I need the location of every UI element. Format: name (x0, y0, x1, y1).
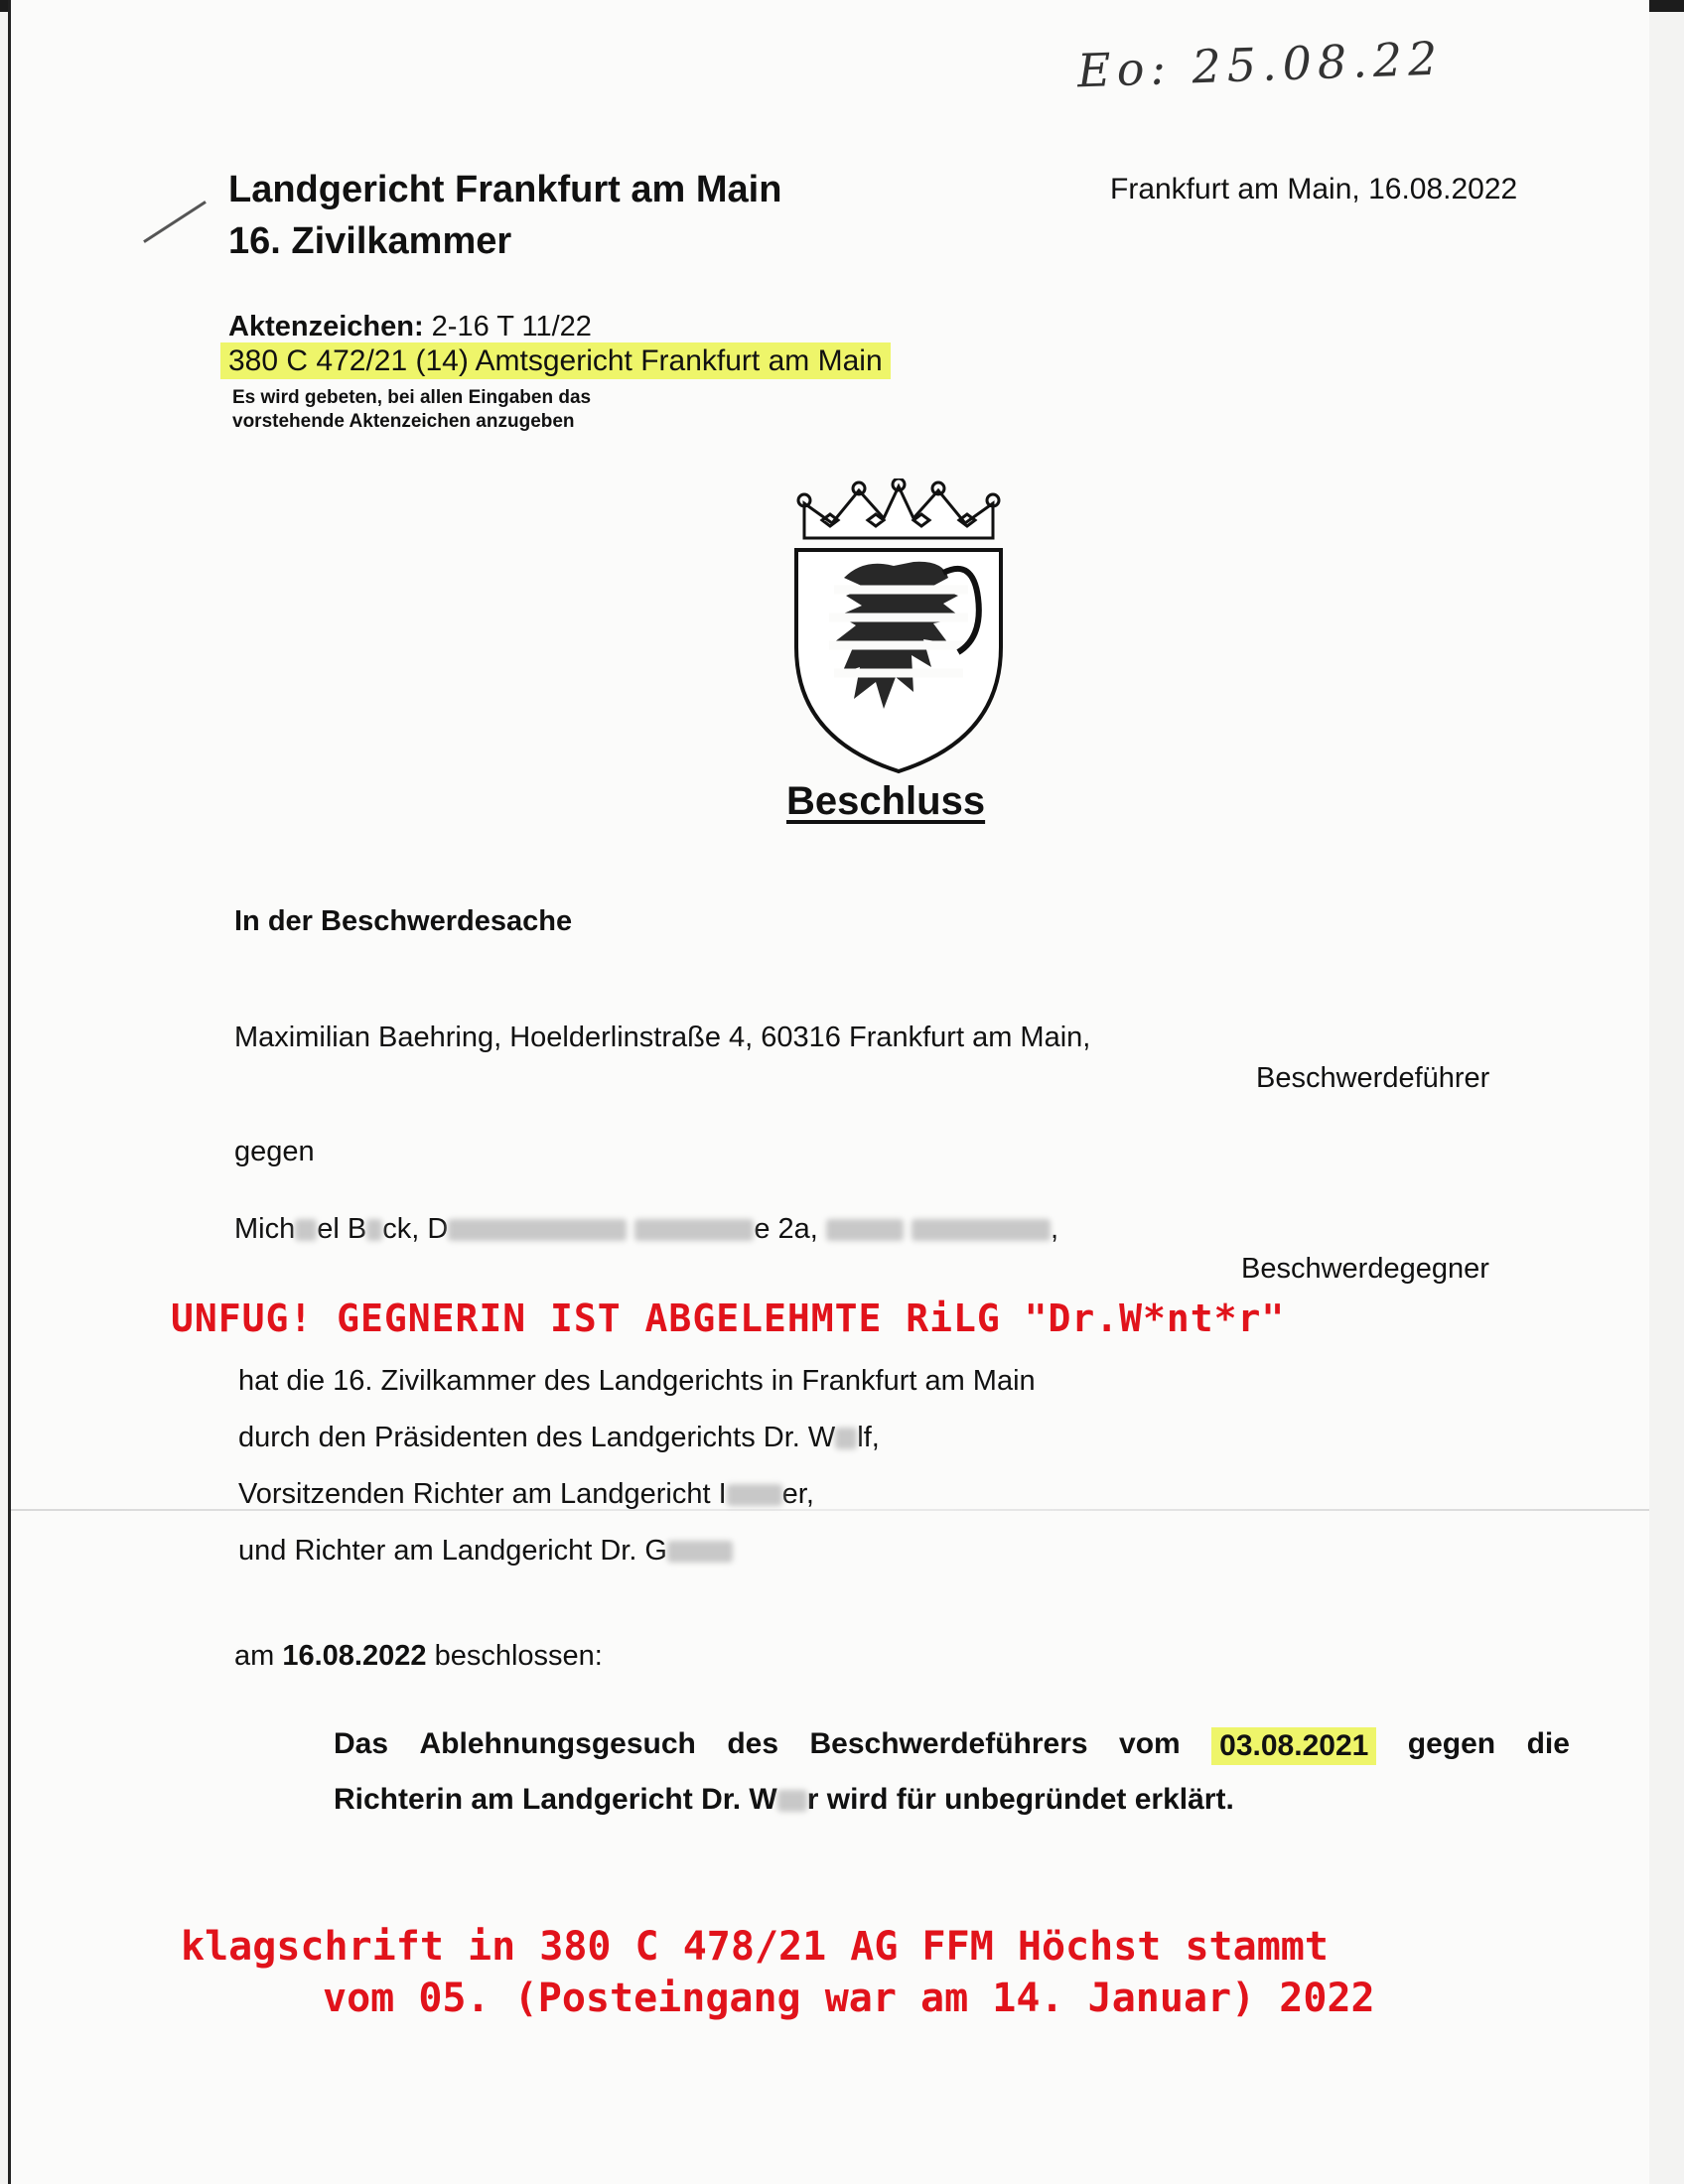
redaction-blur (727, 1484, 782, 1506)
reference-hint (232, 386, 591, 434)
reference-hint-line2: vorstehende Aktenzeichen anzugeben (232, 411, 575, 432)
ruling-word: Ablehnungsgesuch (419, 1727, 696, 1760)
decision-date: 16.08.2022 (282, 1640, 427, 1672)
respondent-line: Mich el B ck, D e 2a, , (234, 1213, 1059, 1245)
respondent-name-part1: Mich (234, 1213, 296, 1245)
versus-label: gegen (234, 1136, 315, 1167)
handwritten-note: Eo: 25.08.22 (1076, 31, 1445, 98)
place-date: Frankfurt am Main, 16.08.2022 (1110, 173, 1518, 205)
redaction-blur (835, 1428, 857, 1449)
respondent-name-part3: ck, D (382, 1213, 449, 1245)
coat-of-arms-icon (784, 478, 1013, 776)
reference-number: 2-16 T 11/22 (431, 311, 592, 342)
judges-line2-b: lf, (857, 1422, 880, 1453)
court-name: Landgericht Frankfurt am Main (228, 169, 782, 210)
respondent-role: Beschwerdegegner (1241, 1253, 1489, 1285)
reference-line (228, 311, 592, 343)
chamber-name: 16. Zivilkammer (228, 220, 512, 262)
redaction-blur (448, 1219, 627, 1241)
judges-line4 (238, 1535, 733, 1568)
ruling-word: gegen (1407, 1727, 1496, 1760)
ruling-line2 (334, 1783, 1570, 1817)
pen-mark (143, 201, 207, 243)
judges-line4-text: und Richter am Landgericht Dr. G (238, 1535, 667, 1567)
decision-date-line (234, 1640, 603, 1673)
decision-date-suffix: beschlossen: (434, 1640, 603, 1672)
complainant-address: Maximilian Baehring, Hoelderlinstraße 4, 60316 Frankfurt am Main, (234, 1022, 1091, 1053)
redaction-blur (912, 1219, 1051, 1241)
judges-line2-a: durch den Präsidenten des Landgerichts Dr. W (238, 1422, 836, 1453)
case-intro: In der Beschwerdesache (234, 905, 573, 937)
ruling-word: die (1526, 1727, 1570, 1760)
respondent-name-part2: el B (317, 1213, 367, 1245)
ruling-word: Beschwerdeführers (809, 1727, 1088, 1760)
ruling-word: Das (334, 1727, 389, 1760)
respondent-name-part4: e 2a, (754, 1213, 818, 1245)
ruling-word: des (727, 1727, 779, 1760)
decision-date-prefix: am (234, 1640, 275, 1672)
ruling-line2-b: r wird für unbegründet erklärt. (806, 1783, 1234, 1816)
judges-line3-b: er, (781, 1478, 814, 1510)
ruling-date-highlight: 03.08.2021 (1211, 1727, 1376, 1765)
redaction-blur (667, 1541, 733, 1563)
judges-line1: hat die 16. Zivilkammer des Landgerichts in Frankfurt am Main (238, 1365, 1036, 1397)
reference-hint-line1: Es wird gebeten, bei allen Eingaben das (232, 387, 592, 408)
redaction-blur (777, 1790, 807, 1812)
judges-line3-a: Vorsitzenden Richter am Landgericht I (238, 1478, 727, 1510)
complainant-role: Beschwerdeführer (1256, 1062, 1490, 1094)
lower-court-reference (220, 344, 891, 378)
judges-line3 (238, 1478, 814, 1511)
document-title: Beschluss (786, 779, 986, 823)
red-annotation-bottom-line1: klagschrift in 380 C 478/21 AG FFM Höchst stammt (181, 1924, 1329, 1970)
ruling-line2-a: Richterin am Landgericht Dr. W (334, 1783, 777, 1816)
judges-line2 (238, 1422, 880, 1454)
redaction-blur (634, 1219, 754, 1241)
lower-court-reference-highlight: 380 C 472/21 (14) Amtsgericht Frankfurt am Main (220, 342, 891, 379)
redaction-blur (826, 1219, 904, 1241)
redaction-blur (366, 1219, 382, 1241)
ruling-word: vom (1119, 1727, 1181, 1760)
reference-label: Aktenzeichen: (228, 311, 424, 342)
red-annotation-top: UNFUG! GEGNERIN IST ABGELEHMTE RiLG "Dr.W*nt*r" (171, 1297, 1286, 1340)
ruling-line1 (334, 1727, 1570, 1765)
red-annotation-bottom-line2: vom 05. (Posteingang war am 14. Januar) 2022 (323, 1976, 1375, 2021)
redaction-blur (295, 1219, 317, 1241)
